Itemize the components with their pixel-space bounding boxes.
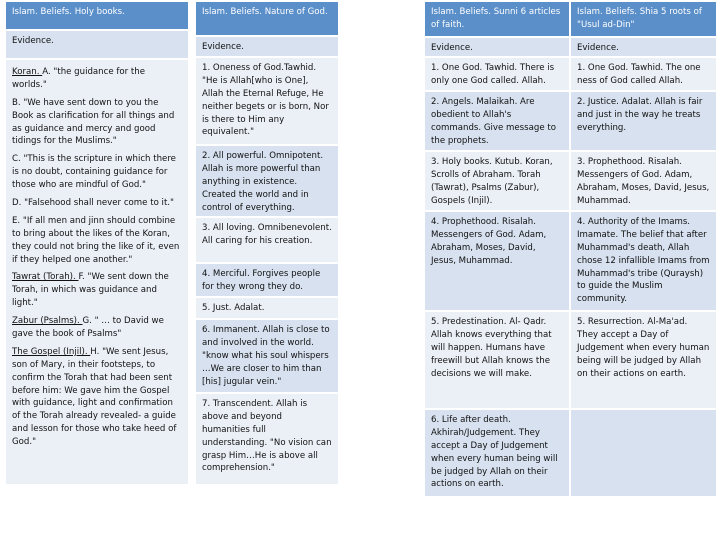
evidence-cell: Evidence.: [425, 38, 569, 56]
column-nature-of-god: [196, 0, 338, 540]
nature-item: 4. Merciful. Forgives people for they wrong they do.: [196, 264, 338, 296]
evidence-cell: Evidence.: [571, 38, 716, 56]
nature-item: 1. Oneness of God.Tawhid. "He is Allah[who is One], Allah the Eternal Refuge, He neither begets or is born, Nor is there to Him any equivalent.": [196, 58, 338, 144]
koran-quote-a: Koran. A. "the guidance for the worlds.": [12, 67, 146, 90]
shia-root: 2. Justice. Adalat. Allah is fair and just in the way he treats everything.: [571, 92, 716, 150]
sunni-article: 2. Angels. Malaikah. Are obedient to Allah's commands. Give message to the prophets.: [425, 92, 569, 150]
header-shia-roots: [571, 2, 716, 36]
nature-item: 3. All loving. Omnibenevolent. All caring for his creation.: [196, 218, 338, 262]
koran-quote-b: B. "We have sent down to you the Book as clarification for all things and as guidance and mercy and good tidings for the Muslims.": [12, 97, 175, 147]
shia-root: 3. Prophethood. Risalah. Messengers of God. Adam, Abraham, Moses, David, Jesus, Muhammad.: [571, 152, 716, 210]
koran-quote-c: C. "This is the scripture in which there is no doubt, containing guidance for those who are mindful of God.": [12, 154, 176, 191]
shia-root-empty: [571, 410, 716, 496]
column-shia-roots: [571, 0, 716, 540]
tawrat-quote: Tawrat (Torah). F. "We sent down the Torah, in which was guidance and light.": [12, 272, 169, 309]
nature-item: 5. Just. Adalat.: [196, 298, 338, 318]
header-text: Islam. Beliefs. Shia 5 roots of "Usul ad-Din": [577, 7, 702, 30]
koran-quote-d: D. "Falsehood shall never come to it.": [12, 198, 174, 209]
sunni-article: 4. Prophethood. Risalah. Messengers of God. Adam, Abraham, Moses, David, Jesus, Muhammad.: [425, 212, 569, 310]
shia-root: 1. One God. Tawhid. The one ness of God called Allah.: [571, 58, 716, 90]
evidence-cell: Evidence.: [196, 37, 338, 56]
sunni-article: 5. Predestination. Al- Qadr. Allah knows everything that will happen. Humans have freewill but Allah knows the decisions we will make.: [425, 312, 569, 408]
column-holy-books: [0, 0, 190, 540]
header-nature-of-god: [196, 2, 338, 35]
koran-quote-e: E. "If all men and jinn should combine to bring about the likes of the Koran, they could not bring the like of it, even if they helped one another.": [12, 215, 180, 265]
holy-books-evidence-cell: [6, 60, 188, 484]
sunni-article: 3. Holy books. Kutub. Koran, Scrolls of Abraham. Torah (Tawrat), Psalms (Zabur), Gospels (Injil).: [425, 152, 569, 210]
nature-item: 2. All powerful. Omnipotent. Allah is more powerful than anything in existence. Created the world and in control of everything.: [196, 146, 338, 216]
sunni-article: 6. Life after death. Akhirah/Judgement. They accept a Day of Judgement when every human being will be judged by Allah on their actions on earth.: [425, 410, 569, 496]
shia-root: 4. Authority of the Imams. Imamate. The belief that after Muhammad's death, Allah chose 12 infallible Imams from Muhammad's tribe (Quraysh) to guide the Muslim community.: [571, 212, 716, 310]
header-text: Islam. Beliefs. Sunni 6 articles of faith.: [431, 7, 561, 30]
nature-item: 6. Immanent. Allah is close to and involved in the world. "know what his soul whispers …We are closer to him than [his] jugular vein.": [196, 320, 338, 392]
sunni-article: 1. One God. Tawhid. There is only one God called. Allah.: [425, 58, 569, 90]
gospel-quote: The Gospel (Injil). H. "We sent Jesus, son of Mary, in their footsteps, to confirm the Torah that had been sent before him: We gave him the Gospel with guidance, light and confirmation of the Torah already revealed- a guide and lesson for those who take heed of God.": [12, 346, 177, 448]
evidence-cell: Evidence.: [6, 31, 188, 58]
header-text: Islam. Beliefs. Nature of God.: [202, 7, 328, 17]
nature-item: 7. Transcendent. Allah is above and beyond humanities full understanding. "No vision can grasp Him…He is above all comprehension.": [196, 394, 338, 484]
shia-root: 5. Resurrection. Al-Ma'ad. They accept a Day of Judgement when every human being will be judged by Allah on their actions on earth.: [571, 312, 716, 408]
zabur-quote: Zabur (Psalms). G. " … to David we gave the book of Psalms": [12, 316, 164, 340]
column-sunni-articles: [425, 0, 569, 540]
header-holy-books: [6, 2, 188, 29]
header-sunni-articles: [425, 2, 569, 36]
header-text: Islam. Beliefs. Holy books.: [12, 7, 125, 17]
